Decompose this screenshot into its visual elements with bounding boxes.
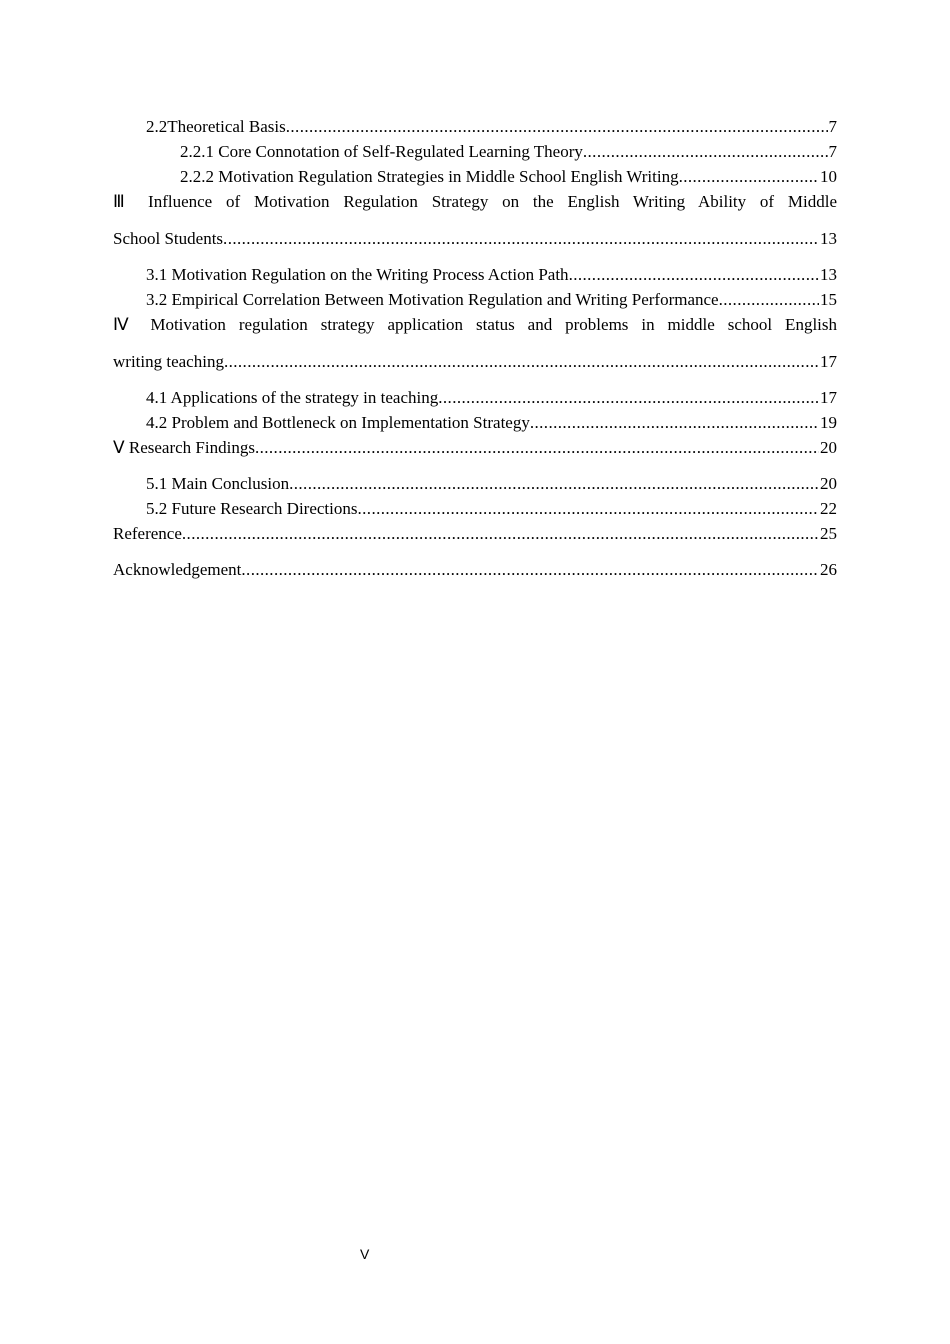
dot-leader bbox=[286, 114, 828, 139]
dot-leader bbox=[224, 349, 819, 374]
toc-entry-label: Acknowledgement bbox=[113, 560, 242, 579]
toc-entry-label-line2: School Students bbox=[113, 229, 224, 248]
toc-entry-page: 19 bbox=[820, 413, 837, 432]
dot-leader bbox=[289, 471, 819, 496]
toc-entry-2-2[interactable] bbox=[113, 114, 837, 139]
toc-entry-label-line2: writing teaching bbox=[113, 352, 224, 371]
toc-entry-label: 2.2Theoretical Basis bbox=[146, 117, 286, 136]
toc-entry-label: Ⅴ Research Findings bbox=[113, 438, 255, 457]
toc-entry-acknowledgement[interactable] bbox=[113, 557, 837, 582]
toc-entry-4-2[interactable] bbox=[113, 410, 837, 435]
toc-entry-page: 7 bbox=[828, 142, 837, 161]
dot-leader bbox=[223, 226, 819, 251]
toc-entry-label-line1: Ⅲ Influence of Motivation Regulation Strategy on the English Writing Ability of Middle bbox=[113, 192, 837, 211]
toc-entry-5-2[interactable] bbox=[113, 496, 837, 521]
toc-entry-label: 4.1 Applications of the strategy in teaching bbox=[146, 388, 439, 407]
toc-entry-page: 13 bbox=[820, 229, 837, 248]
toc-entry-chapter-3[interactable] bbox=[113, 189, 837, 251]
toc-entry-5-1[interactable] bbox=[113, 471, 837, 496]
toc-entry-3-2[interactable] bbox=[113, 287, 837, 312]
dot-leader bbox=[719, 287, 819, 312]
toc-entry-reference[interactable] bbox=[113, 521, 837, 546]
dot-leader bbox=[438, 385, 819, 410]
toc-entry-page: 13 bbox=[820, 265, 837, 284]
toc-entry-page: 17 bbox=[820, 388, 837, 407]
toc-entry-label: 5.1 Main Conclusion bbox=[146, 474, 290, 493]
toc-entry-3-1[interactable] bbox=[113, 262, 837, 287]
toc-entry-label: 3.2 Empirical Correlation Between Motivation Regulation and Writing Performance bbox=[146, 290, 719, 309]
dot-leader bbox=[255, 435, 819, 460]
page-number: V bbox=[360, 1246, 370, 1262]
toc-entry-page: 17 bbox=[820, 352, 837, 371]
toc-entry-label: 5.2 Future Research Directions bbox=[146, 499, 358, 518]
toc-entry-label: 4.2 Problem and Bottleneck on Implementation Strategy bbox=[146, 413, 530, 432]
toc-entry-2-2-2[interactable] bbox=[113, 164, 837, 189]
dot-leader bbox=[569, 262, 819, 287]
toc-entry-page: 25 bbox=[820, 524, 837, 543]
toc-entry-page: 7 bbox=[828, 117, 837, 136]
toc-entry-chapter-4[interactable] bbox=[113, 312, 837, 374]
toc-entry-label: 2.2.1 Core Connotation of Self-Regulated Learning Theory bbox=[180, 142, 583, 161]
dot-leader bbox=[583, 139, 828, 164]
dot-leader bbox=[182, 521, 819, 546]
toc-entry-page: 26 bbox=[820, 560, 837, 579]
toc-entry-label: Reference bbox=[113, 524, 182, 543]
dot-leader bbox=[679, 164, 819, 189]
toc-entry-page: 22 bbox=[820, 499, 837, 518]
toc-entry-label: 2.2.2 Motivation Regulation Strategies in Middle School English Writing bbox=[180, 167, 679, 186]
toc-entry-chapter-5[interactable] bbox=[113, 435, 837, 460]
toc-entry-label-line1: Ⅳ Motivation regulation strategy application status and problems in middle school English bbox=[113, 315, 837, 334]
dot-leader bbox=[241, 557, 819, 582]
dot-leader bbox=[358, 496, 820, 521]
table-of-contents bbox=[113, 114, 837, 582]
toc-entry-4-1[interactable] bbox=[113, 385, 837, 410]
dot-leader bbox=[530, 410, 819, 435]
toc-entry-page: 15 bbox=[820, 290, 837, 309]
toc-entry-page: 10 bbox=[820, 167, 837, 186]
toc-entry-page: 20 bbox=[820, 474, 837, 493]
toc-entry-page: 20 bbox=[820, 438, 837, 457]
toc-entry-label: 3.1 Motivation Regulation on the Writing Process Action Path bbox=[146, 265, 569, 284]
toc-entry-2-2-1[interactable] bbox=[113, 139, 837, 164]
